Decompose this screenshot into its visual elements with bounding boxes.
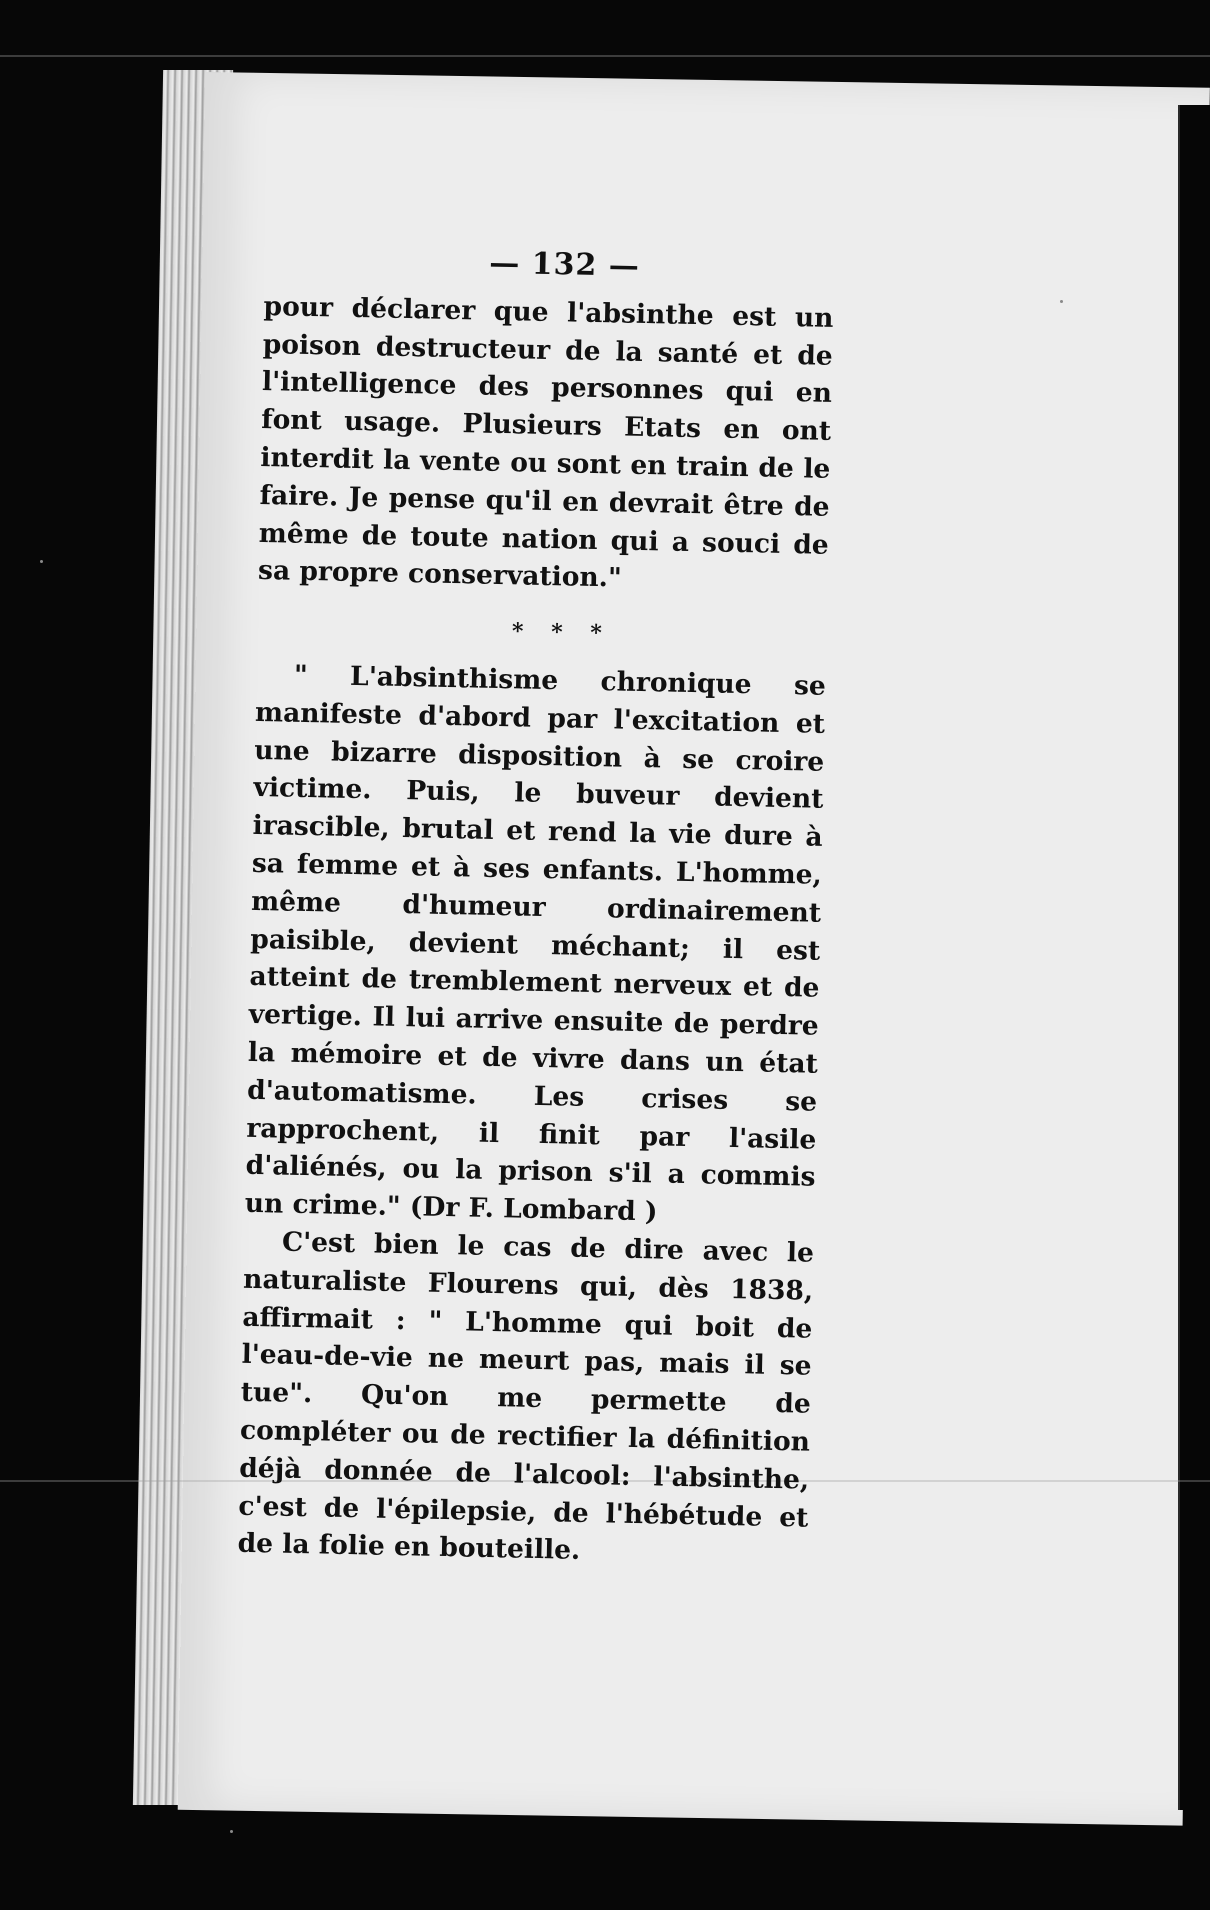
scan-speck [1060,300,1063,303]
paragraph-1: pour déclarer que l'absinthe est un poison destructeur de la santé et de l'intelligence des personnes qui en font usage. Plusieurs Etats en ont interdit la vente ou sont en train de le faire. Je pense qu'il en devrait être de même de toute nation qui a souci de sa propre conservation." [257,290,834,594]
adjacent-page-edge [1178,105,1210,1810]
scan-speck [230,1830,233,1833]
page-number: — 132 — [488,245,641,284]
page-text-block [237,240,835,1575]
scan-speck [40,560,43,563]
paragraph-3: C'est bien le cas de dire avec le naturaliste Flourens qui, dès 1838, affirmait : " L'homme qui boit de l'eau-de-vie ne meurt pas, mais il se tue". Qu'on me permette de compléter ou de rectifier la définition déjà donnée de l'alcool: l'absinthe, c'est de l'épilepsie, de l'hébétude et de la folie en bouteille. [237,1226,815,1567]
section-separator: * * * [511,618,613,647]
paragraph-2-quote: " L'absinthisme chronique se manifeste d'abord par l'excitation et une bizarre disposition à se croire victime. Puis, le buveur devient irascible, brutal et rend la vie dure à sa femme et à ses enfants. L'homme, même d'humeur ordinairement paisible, devient méchant; il est atteint de tremblement nerveux et de vertige. Il lui arrive ensuite de perdre la mémoire et de vivre dans un état d'automatisme. Les crises se rapprochent, il finit par l'asile d'aliénés, ou la prison s'il a commis un crime." (Dr F. Lombard ) [244,659,827,1228]
scan-artifact-line [0,55,1210,57]
